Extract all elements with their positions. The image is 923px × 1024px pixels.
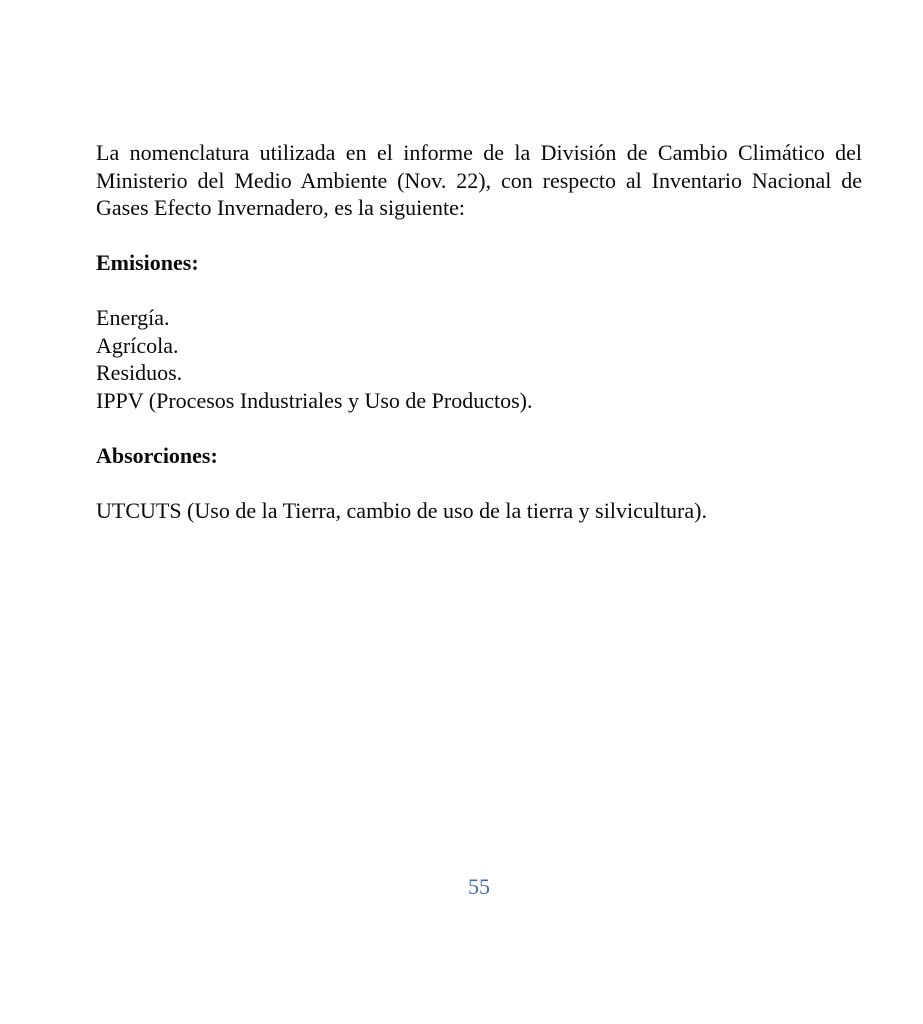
absorptions-list-item: UTCUTS (Uso de la Tierra, cambio de uso de la tierra y silvicultura). — [96, 497, 707, 523]
emissions-list — [96, 304, 862, 414]
emissions-list-item: Energía. — [96, 305, 170, 330]
intro-paragraph-line: La nomenclatura utilizada en el informe de la División de Cambio Climático del — [96, 140, 862, 165]
emissions-heading: Emisiones: — [96, 250, 199, 275]
emissions-list-item: Residuos. — [96, 360, 183, 385]
emissions-list-item: Agrícola. — [96, 332, 179, 358]
emissions-list-item: IPPV (Procesos Industriales y Uso de Productos). — [96, 387, 533, 413]
intro-paragraph-line: Gases Efecto Invernadero, es la siguiente: — [96, 195, 465, 220]
intro-paragraph-line: Ministerio del Medio Ambiente (Nov. 22), con respecto al Inventario Nacional de — [96, 167, 862, 193]
page-footer — [96, 873, 862, 901]
absorptions-list — [96, 497, 862, 525]
absorptions-heading: Absorciones: — [96, 442, 218, 468]
page-content — [96, 139, 862, 524]
page-number: 55 — [468, 874, 490, 899]
intro-paragraph — [96, 139, 862, 222]
